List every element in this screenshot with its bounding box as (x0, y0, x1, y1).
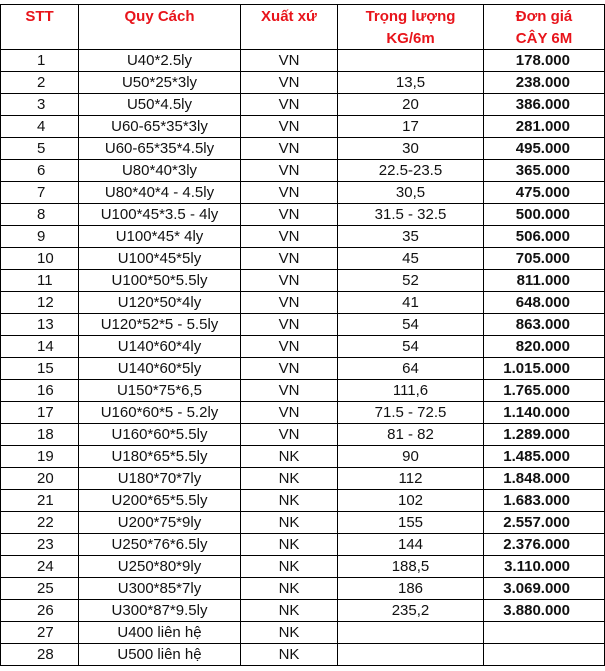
row-price: 238.000 (484, 72, 605, 94)
row-origin: NK (241, 446, 338, 468)
row-spec: U250*80*9ly (79, 556, 241, 578)
table-row (1, 380, 605, 402)
row-price: 2.376.000 (484, 534, 605, 556)
table-row (1, 50, 605, 72)
row-price: 1.765.000 (484, 380, 605, 402)
row-price: 1.848.000 (484, 468, 605, 490)
row-price: 281.000 (484, 116, 605, 138)
row-stt: 7 (1, 182, 79, 204)
header-stt-blank (1, 27, 79, 50)
table-row (1, 336, 605, 358)
row-spec: U160*60*5.5ly (79, 424, 241, 446)
row-weight: 102 (338, 490, 484, 512)
row-spec: U150*75*6,5 (79, 380, 241, 402)
row-spec: U40*2.5ly (79, 50, 241, 72)
row-stt: 4 (1, 116, 79, 138)
row-origin: VN (241, 160, 338, 182)
row-price: 2.557.000 (484, 512, 605, 534)
row-stt: 22 (1, 512, 79, 534)
row-weight: 30,5 (338, 182, 484, 204)
table-row (1, 248, 605, 270)
row-stt: 9 (1, 226, 79, 248)
row-stt: 5 (1, 138, 79, 160)
table-body (1, 50, 605, 666)
row-weight: 144 (338, 534, 484, 556)
row-origin: VN (241, 314, 338, 336)
row-origin: VN (241, 226, 338, 248)
row-stt: 10 (1, 248, 79, 270)
row-weight: 30 (338, 138, 484, 160)
table-header (1, 5, 605, 50)
row-weight (338, 50, 484, 72)
row-stt: 1 (1, 50, 79, 72)
row-spec: U200*65*5.5ly (79, 490, 241, 512)
row-weight: 17 (338, 116, 484, 138)
row-spec: U80*40*3ly (79, 160, 241, 182)
row-weight (338, 622, 484, 644)
row-price: 1.289.000 (484, 424, 605, 446)
row-origin: VN (241, 248, 338, 270)
table-row (1, 226, 605, 248)
row-stt: 2 (1, 72, 79, 94)
row-origin: VN (241, 50, 338, 72)
table-row (1, 160, 605, 182)
header-weight: Trọng lượng (338, 5, 484, 28)
row-spec: U120*52*5 - 5.5ly (79, 314, 241, 336)
row-origin: NK (241, 556, 338, 578)
row-stt: 26 (1, 600, 79, 622)
row-weight: 155 (338, 512, 484, 534)
row-spec: U100*45*3.5 - 4ly (79, 204, 241, 226)
table-row (1, 72, 605, 94)
row-price: 811.000 (484, 270, 605, 292)
row-spec: U100*50*5.5ly (79, 270, 241, 292)
row-price: 178.000 (484, 50, 605, 72)
row-stt: 8 (1, 204, 79, 226)
row-price: 475.000 (484, 182, 605, 204)
row-origin: VN (241, 380, 338, 402)
header-stt: STT (1, 5, 79, 28)
row-weight: 31.5 - 32.5 (338, 204, 484, 226)
row-origin: VN (241, 358, 338, 380)
row-spec: U250*76*6.5ly (79, 534, 241, 556)
row-weight: 13,5 (338, 72, 484, 94)
table-row (1, 578, 605, 600)
row-spec: U50*25*3ly (79, 72, 241, 94)
header-origin-blank (241, 27, 338, 50)
row-stt: 19 (1, 446, 79, 468)
header-price-unit: CÂY 6M (484, 27, 605, 50)
table-row (1, 358, 605, 380)
table-row (1, 446, 605, 468)
row-price: 705.000 (484, 248, 605, 270)
row-origin: NK (241, 622, 338, 644)
row-weight: 54 (338, 336, 484, 358)
row-spec: U140*60*4ly (79, 336, 241, 358)
row-origin: VN (241, 182, 338, 204)
row-spec: U400 liên hệ (79, 622, 241, 644)
row-price: 506.000 (484, 226, 605, 248)
header-origin: Xuất xứ (241, 5, 338, 28)
row-spec: U300*87*9.5ly (79, 600, 241, 622)
row-price: 500.000 (484, 204, 605, 226)
row-weight: 235,2 (338, 600, 484, 622)
row-price: 3.069.000 (484, 578, 605, 600)
table-row (1, 204, 605, 226)
table-row (1, 292, 605, 314)
header-price: Đơn giá (484, 5, 605, 28)
row-stt: 16 (1, 380, 79, 402)
row-weight: 52 (338, 270, 484, 292)
row-origin: VN (241, 138, 338, 160)
row-stt: 18 (1, 424, 79, 446)
row-origin: VN (241, 424, 338, 446)
row-stt: 14 (1, 336, 79, 358)
row-stt: 20 (1, 468, 79, 490)
row-price (484, 644, 605, 666)
row-spec: U160*60*5 - 5.2ly (79, 402, 241, 424)
table-row (1, 556, 605, 578)
row-spec: U50*4.5ly (79, 94, 241, 116)
table-row (1, 116, 605, 138)
row-weight: 35 (338, 226, 484, 248)
row-stt: 15 (1, 358, 79, 380)
row-price: 648.000 (484, 292, 605, 314)
table-row (1, 512, 605, 534)
row-price: 3.880.000 (484, 600, 605, 622)
row-weight: 111,6 (338, 380, 484, 402)
row-price: 820.000 (484, 336, 605, 358)
row-spec: U100*45* 4ly (79, 226, 241, 248)
row-origin: NK (241, 534, 338, 556)
row-price: 495.000 (484, 138, 605, 160)
row-stt: 21 (1, 490, 79, 512)
row-price: 1.485.000 (484, 446, 605, 468)
row-weight: 188,5 (338, 556, 484, 578)
row-spec: U500 liên hệ (79, 644, 241, 666)
row-spec: U120*50*4ly (79, 292, 241, 314)
row-price (484, 622, 605, 644)
row-spec: U60-65*35*4.5ly (79, 138, 241, 160)
row-spec: U180*70*7ly (79, 468, 241, 490)
row-origin: VN (241, 72, 338, 94)
row-stt: 3 (1, 94, 79, 116)
row-origin: VN (241, 94, 338, 116)
row-stt: 28 (1, 644, 79, 666)
row-origin: NK (241, 600, 338, 622)
row-weight: 54 (338, 314, 484, 336)
row-origin: VN (241, 402, 338, 424)
row-origin: NK (241, 644, 338, 666)
row-weight: 81 - 82 (338, 424, 484, 446)
row-spec: U60-65*35*3ly (79, 116, 241, 138)
header-row-primary (1, 5, 605, 28)
row-origin: VN (241, 204, 338, 226)
row-weight: 45 (338, 248, 484, 270)
row-price: 365.000 (484, 160, 605, 182)
row-stt: 23 (1, 534, 79, 556)
row-price: 1.683.000 (484, 490, 605, 512)
row-spec: U100*45*5ly (79, 248, 241, 270)
row-origin: VN (241, 270, 338, 292)
row-weight (338, 644, 484, 666)
table-row (1, 402, 605, 424)
row-spec: U140*60*5ly (79, 358, 241, 380)
row-stt: 17 (1, 402, 79, 424)
row-stt: 13 (1, 314, 79, 336)
row-weight: 71.5 - 72.5 (338, 402, 484, 424)
row-origin: NK (241, 490, 338, 512)
table-row (1, 94, 605, 116)
table-row (1, 600, 605, 622)
table-row (1, 534, 605, 556)
row-origin: NK (241, 468, 338, 490)
row-stt: 11 (1, 270, 79, 292)
row-price: 1.015.000 (484, 358, 605, 380)
row-weight: 112 (338, 468, 484, 490)
row-origin: VN (241, 116, 338, 138)
row-origin: VN (241, 336, 338, 358)
row-stt: 6 (1, 160, 79, 182)
table-row (1, 622, 605, 644)
row-price: 3.110.000 (484, 556, 605, 578)
table-row (1, 270, 605, 292)
header-weight-unit: KG/6m (338, 27, 484, 50)
row-spec: U180*65*5.5ly (79, 446, 241, 468)
header-spec-blank (79, 27, 241, 50)
row-weight: 64 (338, 358, 484, 380)
row-stt: 25 (1, 578, 79, 600)
table-row (1, 490, 605, 512)
table-row (1, 468, 605, 490)
row-spec: U200*75*9ly (79, 512, 241, 534)
row-spec: U80*40*4 - 4.5ly (79, 182, 241, 204)
row-weight: 90 (338, 446, 484, 468)
table-row (1, 182, 605, 204)
row-price: 386.000 (484, 94, 605, 116)
row-weight: 22.5-23.5 (338, 160, 484, 182)
row-stt: 27 (1, 622, 79, 644)
row-origin: VN (241, 292, 338, 314)
row-spec: U300*85*7ly (79, 578, 241, 600)
row-price: 1.140.000 (484, 402, 605, 424)
row-weight: 20 (338, 94, 484, 116)
row-stt: 24 (1, 556, 79, 578)
table-row (1, 424, 605, 446)
table-row (1, 644, 605, 666)
table-row (1, 138, 605, 160)
row-price: 863.000 (484, 314, 605, 336)
row-origin: NK (241, 578, 338, 600)
row-origin: NK (241, 512, 338, 534)
header-spec: Quy Cách (79, 5, 241, 28)
table-row (1, 314, 605, 336)
header-row-units (1, 27, 605, 50)
row-weight: 41 (338, 292, 484, 314)
row-stt: 12 (1, 292, 79, 314)
row-weight: 186 (338, 578, 484, 600)
price-table (0, 4, 605, 666)
